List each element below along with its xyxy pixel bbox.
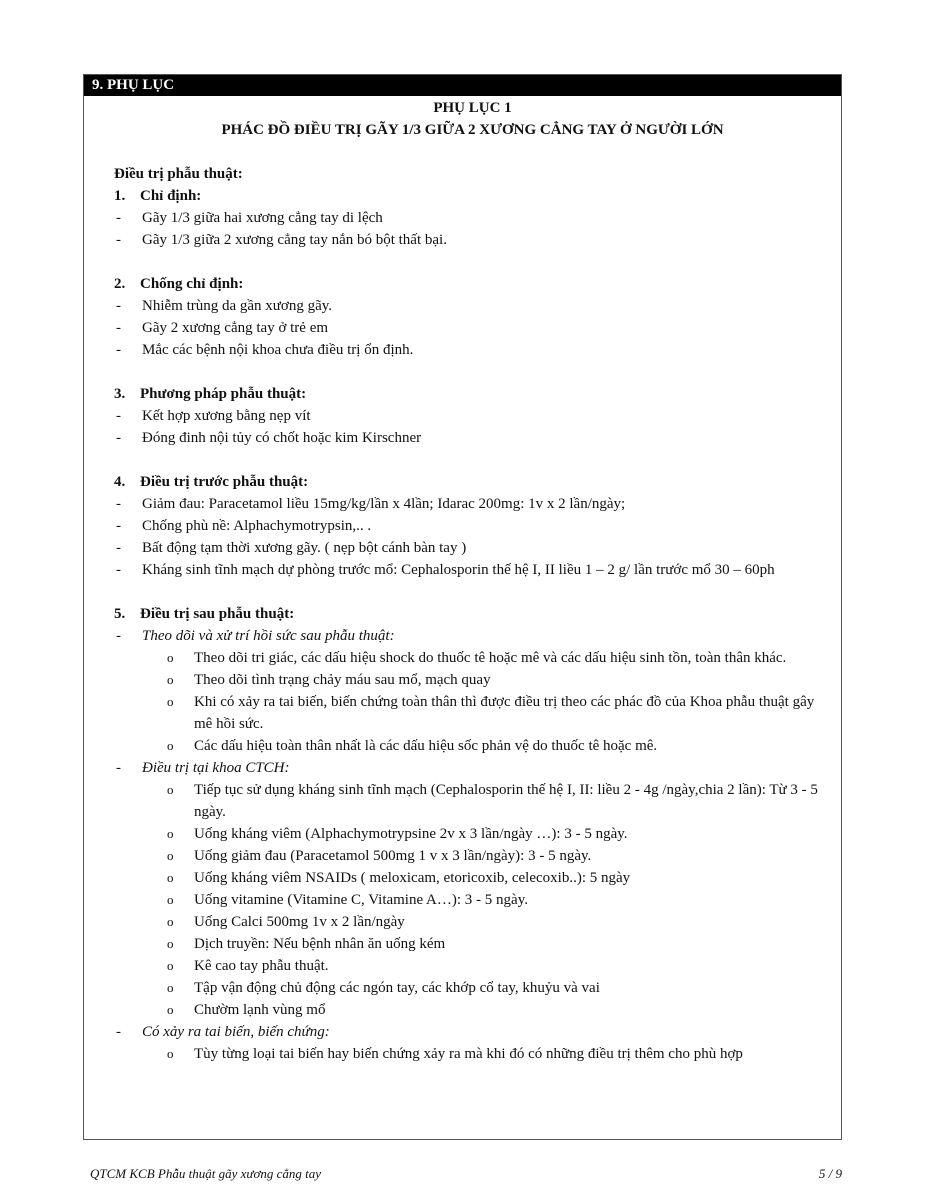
sub-list-item: o Tiếp tục sử dụng kháng sinh tĩnh mạch (Cephalosporin thế hệ I, II: liều 2 - 4g /ngày,chia 2 lần): Từ 3 - 5 ngày. [114, 779, 831, 823]
sub-list-item: o Uống giảm đau (Paracetamol 500mg 1 v x 3 lần/ngày): 3 - 5 ngày. [114, 845, 831, 867]
section-2-title: Chống chỉ định: [140, 276, 244, 292]
main-heading: Điều trị phẫu thuật: [114, 166, 243, 182]
sub-list-item: o Kê cao tay phẫu thuật. [114, 955, 831, 977]
subsection-title: - Theo dõi và xử trí hồi sức sau phẫu thuật: [114, 625, 831, 647]
list-item: - Kết hợp xương bằng nẹp vít [114, 405, 831, 427]
sub-list-item: o Tập vận động chủ động các ngón tay, các khớp cổ tay, khuỷu và vai [114, 977, 831, 999]
section-3: 3. Phương pháp phẫu thuật: - Kết hợp xương bằng nẹp vít - Đóng đinh nội tủy có chốt hoặc kim Kirschner [114, 383, 831, 449]
document-content [114, 97, 831, 1065]
section-3-title: Phương pháp phẫu thuật: [140, 386, 307, 402]
list-item: - Gãy 1/3 giữa 2 xương cẳng tay nắn bó bột thất bại. [114, 229, 831, 251]
sub-list-item: o Dịch truyền: Nếu bệnh nhân ăn uống kém [114, 933, 831, 955]
sub-list-item: o Uống kháng viêm NSAIDs ( meloxicam, etoricoxib, celecoxib..): 5 ngày [114, 867, 831, 889]
footer-title: QTCM KCB Phẫu thuật gãy xương cẳng tay [90, 1166, 322, 1181]
subsection-title: - Điều trị tại khoa CTCH: [114, 757, 831, 779]
list-item: - Giảm đau: Paracetamol liều 15mg/kg/lần x 4lần; Idarac 200mg: 1v x 2 lần/ngày; [114, 493, 831, 515]
list-item: - Kháng sinh tĩnh mạch dự phòng trước mổ: Cephalosporin thế hệ I, II liều 1 – 2 g/ lần trước mổ 30 – 60ph [114, 559, 831, 581]
sub-list-item: o Tùy từng loại tai biến hay biến chứng xảy ra mà khi đó có những điều trị thêm cho phù hợp [114, 1043, 831, 1065]
sub-list-item: o Uống Calci 500mg 1v x 2 lần/ngày [114, 911, 831, 933]
section-5: 5. Điều trị sau phẫu thuật: - Theo dõi và xử trí hồi sức sau phẫu thuật: o Theo dõi tri giác, các dấu hiệu shock do thuốc tê hoặc mê và các dấu hiệu sinh tồn, toàn thân khác. o Theo dõi tình trạng chảy máu sau mổ, mạch quay o Khi có xảy ra tai biến, biến chứng toàn thân thì được điều trị theo các phác đồ của Khoa phẫu thuật gây mê hồi sức. o Các dấu hiệu toàn thân nhất là các dấu hiệu sốc phản vệ do thuốc tê hoặc mê. - Điều trị tại khoa CTCH: o Tiếp tục sử dụng kháng sinh tĩnh mạch (Cephalosporin thế hệ I, II: liều 2 - 4g /ngày,chia 2 lần): Từ 3 - 5 ngày. o Uống kháng viêm (Alphachymotrypsine 2v x 3 lần/ngày …): 3 - 5 ngày. o Uống giảm đau (Paracetamol 500mg 1 v x 3 lần/ngày): 3 - 5 ngày. o Uống kháng viêm NSAIDs ( meloxicam, etoricoxib, celecoxib..): 5 ngày o Uống vitamine (Vitamine C, Vitamine A…): 3 - 5 ngày. o Uống Calci 500mg 1v x 2 lần/ngày o Dịch truyền: Nếu bệnh nhân ăn uống kém o Kê cao tay phẫu thuật. o Tập vận động chủ động các ngón tay, các khớp cổ tay, khuỷu và vai o Chườm lạnh vùng mổ - Có xảy ra tai biến, biến chứng: o Tùy từng loại tai biến hay biến chứng xảy ra mà khi đó có những điều trị thêm cho phù hợp [114, 603, 831, 1065]
sub-list-item: o Khi có xảy ra tai biến, biến chứng toàn thân thì được điều trị theo các phác đồ của Khoa phẫu thuật gây mê hồi sức. [114, 691, 831, 735]
list-item: - Bất động tạm thời xương gãy. ( nẹp bột cánh bàn tay ) [114, 537, 831, 559]
appendix-title: PHỤ LỤC 1 [433, 100, 512, 116]
page-number: 5 / 9 [818, 1166, 842, 1181]
document-frame [83, 74, 842, 1140]
list-item: - Đóng đinh nội tủy có chốt hoặc kim Kirschner [114, 427, 831, 449]
section-2: 2. Chống chỉ định: - Nhiễm trùng da gần xương gãy. - Gãy 2 xương cẳng tay ở trẻ em - Mắc các bệnh nội khoa chưa điều trị ổn định. [114, 273, 831, 361]
list-item: - Nhiễm trùng da gần xương gãy. [114, 295, 831, 317]
subsection-title: - Có xảy ra tai biến, biến chứng: [114, 1021, 831, 1043]
appendix-subtitle: PHÁC ĐỒ ĐIỀU TRỊ GÃY 1/3 GIỮA 2 XƯƠNG CẲNG TAY Ở NGƯỜI LỚN [221, 122, 724, 138]
section-4-title: Điều trị trước phẫu thuật: [140, 474, 309, 490]
section-1: 1. Chỉ định: - Gãy 1/3 giữa hai xương cẳng tay di lệch - Gãy 1/3 giữa 2 xương cẳng tay nắn bó bột thất bại. [114, 185, 831, 251]
sub-list-item: o Chườm lạnh vùng mổ [114, 999, 831, 1021]
sub-list-item: o Theo dõi tri giác, các dấu hiệu shock do thuốc tê hoặc mê và các dấu hiệu sinh tồn, toàn thân khác. [114, 647, 831, 669]
section-5-title: Điều trị sau phẫu thuật: [140, 606, 295, 622]
section-4: 4. Điều trị trước phẫu thuật: - Giảm đau: Paracetamol liều 15mg/kg/lần x 4lần; Idarac 200mg: 1v x 2 lần/ngày; - Chống phù nề: Alphachymotrypsin,.. . - Bất động tạm thời xương gãy. ( nẹp bột cánh bàn tay ) - Kháng sinh tĩnh mạch dự phòng trước mổ: Cephalosporin thế hệ I, II liều 1 – 2 g/ lần trước mổ 30 – 60ph [114, 471, 831, 581]
list-item: - Mắc các bệnh nội khoa chưa điều trị ổn định. [114, 339, 831, 361]
list-item: - Chống phù nề: Alphachymotrypsin,.. . [114, 515, 831, 537]
list-item: - Gãy 1/3 giữa hai xương cẳng tay di lệch [114, 207, 831, 229]
section-1-title: Chỉ định: [140, 188, 202, 204]
list-item: - Gãy 2 xương cẳng tay ở trẻ em [114, 317, 831, 339]
section-header: 9. PHỤ LỤC [84, 75, 841, 96]
page-footer [90, 1166, 842, 1182]
sub-list-item: o Uống kháng viêm (Alphachymotrypsine 2v x 3 lần/ngày …): 3 - 5 ngày. [114, 823, 831, 845]
sub-list-item: o Các dấu hiệu toàn thân nhất là các dấu hiệu sốc phản vệ do thuốc tê hoặc mê. [114, 735, 831, 757]
sub-list-item: o Theo dõi tình trạng chảy máu sau mổ, mạch quay [114, 669, 831, 691]
sub-list-item: o Uống vitamine (Vitamine C, Vitamine A…): 3 - 5 ngày. [114, 889, 831, 911]
